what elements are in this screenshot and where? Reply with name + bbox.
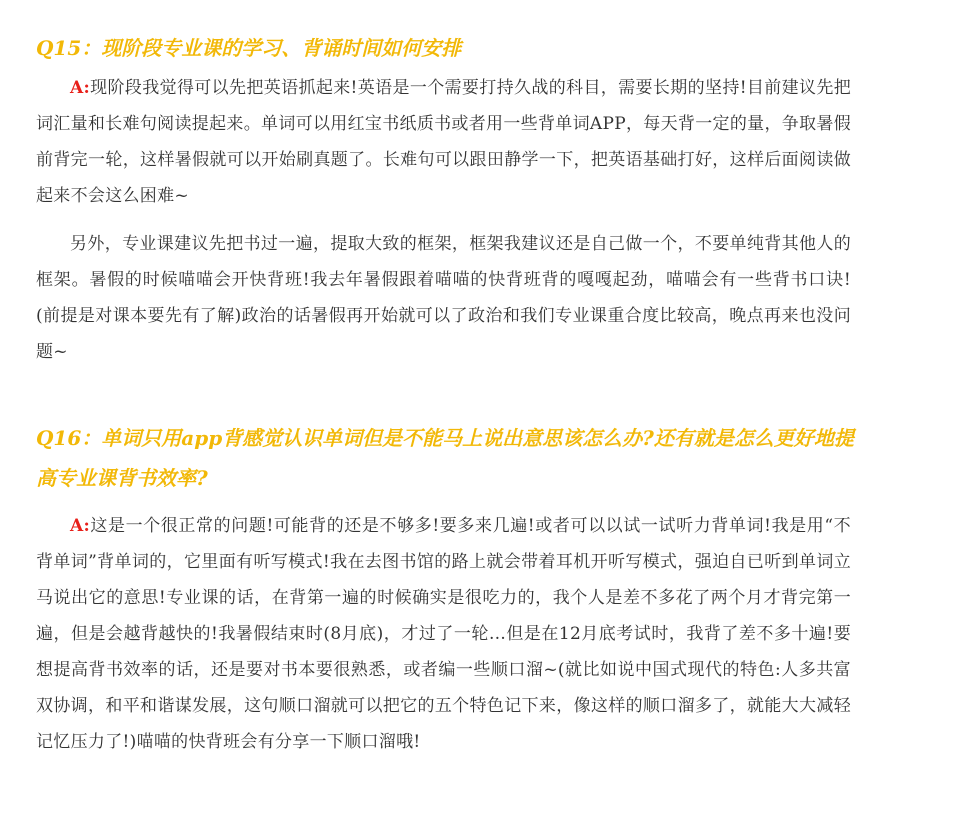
q15-answer-text: 现阶段我觉得可以先把英语抓起来!英语是一个需要打持久战的科目，需要长期的坚持!目前建议先把词汇量和长难句阅读提起来。单词可以用红宝书纸质书或者用一些背单词APP，每天背一定的量，争取暑假前背完一轮，这样暑假就可以开始刷真题了。长难句可以跟田静学一下，把英语基础打好，这样后面阅读做起来不会这么困难~ [36, 78, 851, 206]
q15-answer-paragraph [36, 70, 851, 214]
q16-title: Q16：单词只用app背感觉认识单词但是不能马上说出意思该怎么办?还有就是怎么更好地提高专业课背书效率? [36, 426, 854, 490]
q15-answer-label: A: [70, 78, 91, 98]
q15-title: Q15：现阶段专业课的学习、背诵时间如何安排 [36, 36, 462, 60]
q15-second-paragraph: 另外，专业课建议先把书过一遍，提取大致的框架，框架我建议还是自己做一个，不要单纯背其他人的框架。暑假的时候喵喵会开快背班!我去年暑假跟着喵喵的快背班背的嘎嘎起劲，喵喵会有一些背书口诀!(前提是对课本要先有了解)政治的话暑假再开始就可以了政治和我们专业课重合度比较高，晚点再来也没问题~ [36, 234, 851, 362]
q16-answer-label: A: [70, 516, 91, 536]
q16-answer-paragraph [36, 508, 851, 760]
q16-answer-text: 这是一个很正常的问题!可能背的还是不够多!要多来几遍!或者可以以试一试听力背单词!我是用“不背单词”背单词的，它里面有听写模式!我在去图书馆的路上就会带着耳机开听写模式，强迫自已听到单词立马说出它的意思!专业课的话，在背第一遍的时候确实是很吃力的，我个人是差不多花了两个月才背完第一遍，但是会越背越快的!我暑假结束时(8月底)，才过了一轮…但是在12月底考试时，我背了差不多十遍!要想提高背书效率的话，还是要对书本要很熟悉，或者编一些顺口溜~(就比如说中国式现代的特色:人多共富双协调，和平和谐谋发展，这句顺口溜就可以把它的五个特色记下来，像这样的顺口溜多了，就能大大减轻记忆压力了!)喵喵的快背班会有分享一下顺口溜哦! [36, 516, 851, 752]
